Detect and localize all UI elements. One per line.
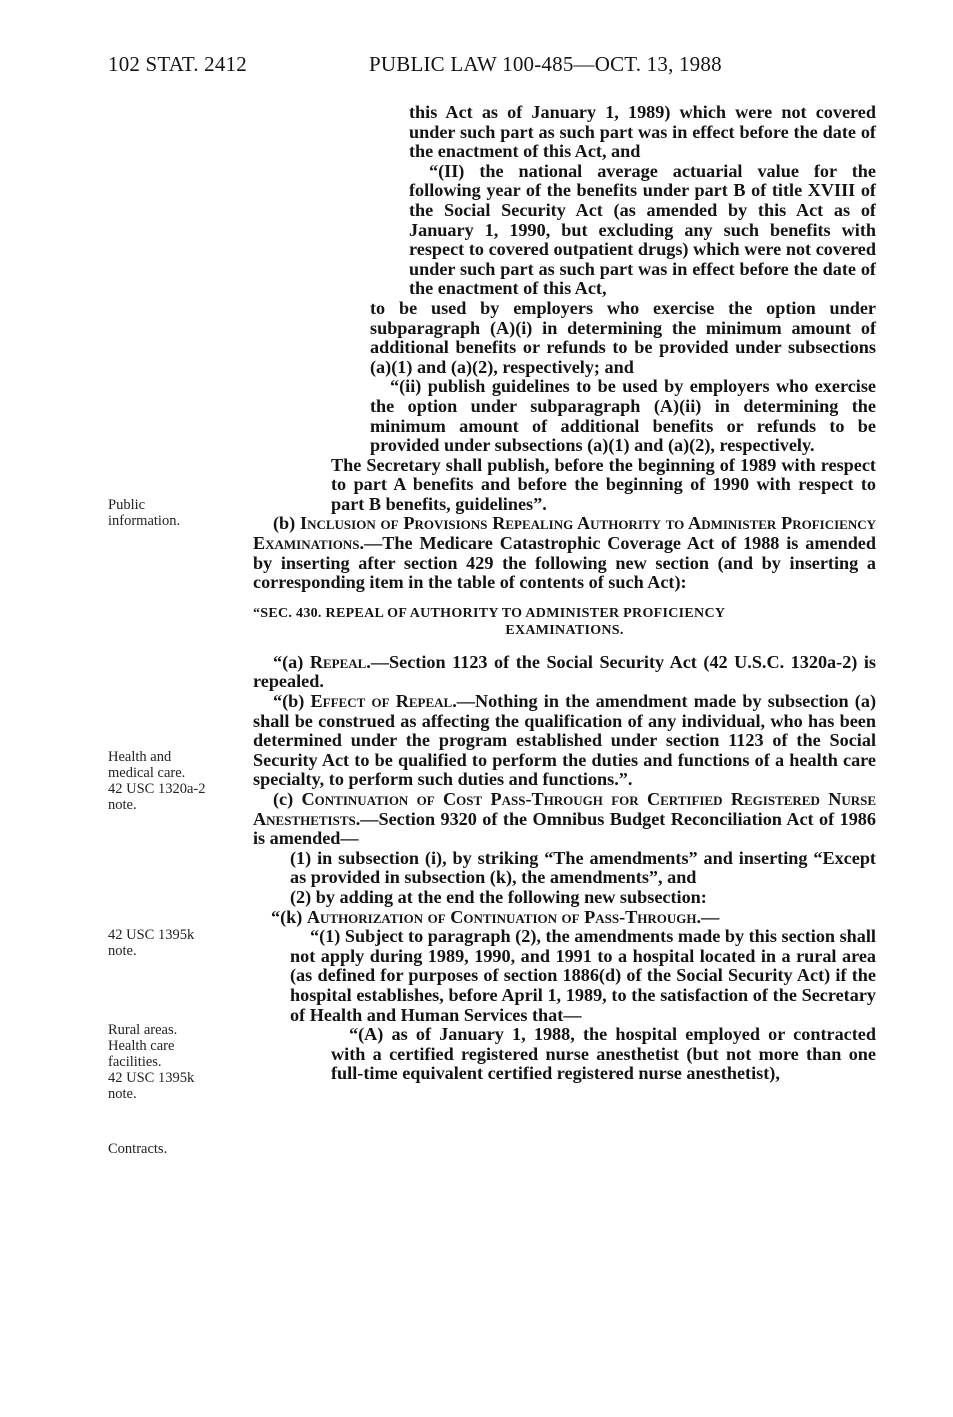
subsection-k-paragraph-1: “(1) Subject to paragraph (2), the amendments made by this section shall not apply during 1989, 1990, and 1991 to a hospital located in a rural area (as defined for purposes of section 1886(d) of the Social Security Act) if the hospital establishes, before April 1, 1989, to the satisfaction of the Secretary of Health and Human Services that— [290,926,876,1025]
running-head: PUBLIC LAW 100-485—OCT. 13, 1988 [369,52,722,76]
subsection-c: (c) Continuation of Cost Pass-Through for Certified Registered Nurse Anesthetists.—Section 9320 of the Omnibus Budget Reconciliation Act of 1986 is amended— [253,789,877,849]
effect-of-repeal-heading: Effect of Repeal. [310,691,457,712]
paragraph-1: (1) in subsection (i), by striking “The amendments” and inserting “Except as provided in subsection (k), the amendments”, and [290,847,876,888]
secretary-publish-paragraph: The Secretary shall publish, before the beginning of 1989 with respect to part A benefits and before the beginning of 1990 with respect to part B benefits, guidelines”. [331,454,876,514]
subclause-II: “(II) the national average actuarial value for the following year of the benefits under part B of title XVIII of the Social Security Act (as amended by this Act as of January 1, 1990, but excluding any such benefits with respect to covered outpatient drugs) which were not covered under such part as such part was in effect before the date of the enactment of this Act, [409,160,876,299]
subsection-b: (b) Inclusion of Provisions Repealing Authority to Administer Proficiency Examinations.—The Medicare Catastrophic Coverage Act of 1988 is amended by inserting after section 429 the following new section (and by inserting a corresponding item in the table of contents of such Act): [253,513,876,593]
statute-body [253,103,876,1084]
new-subsection-a: “(a) Repeal.—Section 1123 of the Social Security Act (42 U.S.C. 1320a-2) is repealed. [253,651,876,692]
margin-note-contracts: Contracts. [108,1141,168,1157]
new-subsection-k: “(k) Authorization of Continuation of Pass-Through.— [271,906,720,927]
clause-ii: “(ii) publish guidelines to be used by employers who exercise the option under subparagraph (A)(ii) in determining the minimum amount of additional benefits or refunds to be provided under subsections (a)(1) and (a)(2), respectively. [370,376,876,456]
subsection-k-heading: Authorization of Continuation of Pass-Through. [306,906,702,927]
section-430-heading: “SEC. 430. REPEAL OF AUTHORITY TO ADMINISTER PROFICIENCY EXAMINATIONS. [253,605,726,638]
clause-i-continuation: this Act as of January 1, 1989) which were not covered under such part as such part was in effect before the date of the enactment of this Act, and [409,102,876,162]
page-citation: 102 STAT. 2412 [108,52,247,76]
paragraph-2: (2) by adding at the end the following new subsection: [290,886,707,907]
margin-note-public-information: Public information. [108,497,181,529]
subparagraph-A: “(A) as of January 1, 1988, the hospital employed or contracted with a certified registered nurse anesthetist (but not more than one full-time equivalent certified registered nurse anesthetist), [331,1024,876,1084]
margin-note-health-medical-care: Health and medical care. 42 USC 1320a-2 note. [108,749,206,813]
subsection-b-heading: Inclusion of Provisions Repealing Authority to Administer Proficiency Examinations. [253,513,876,554]
clause-tail-text: to be used by employers who exercise the option under subparagraph (A)(i) in determining the minimum amount of additional benefits or refunds to be provided under subsections (a)(1) and (a)(2), respectively; and [370,297,876,377]
margin-note-usc-1395k: 42 USC 1395k note. [108,927,195,959]
subsection-c-heading: Continuation of Cost Pass-Through for Certified Registered Nurse Anesthetists. [253,789,877,829]
repeal-heading: Repeal. [309,651,371,672]
new-subsection-b: “(b) Effect of Repeal.—Nothing in the amendment made by subsection (a) shall be construed as affecting the qualification of any individual, who has been determined under the program established under section 1123 of the Social Security Act to be qualified to perform the duties and functions of a health care specialty, to perform such duties and functions.”. [253,691,877,790]
margin-note-rural-areas: Rural areas. Health care facilities. 42 USC 1395k note. [108,1022,195,1102]
